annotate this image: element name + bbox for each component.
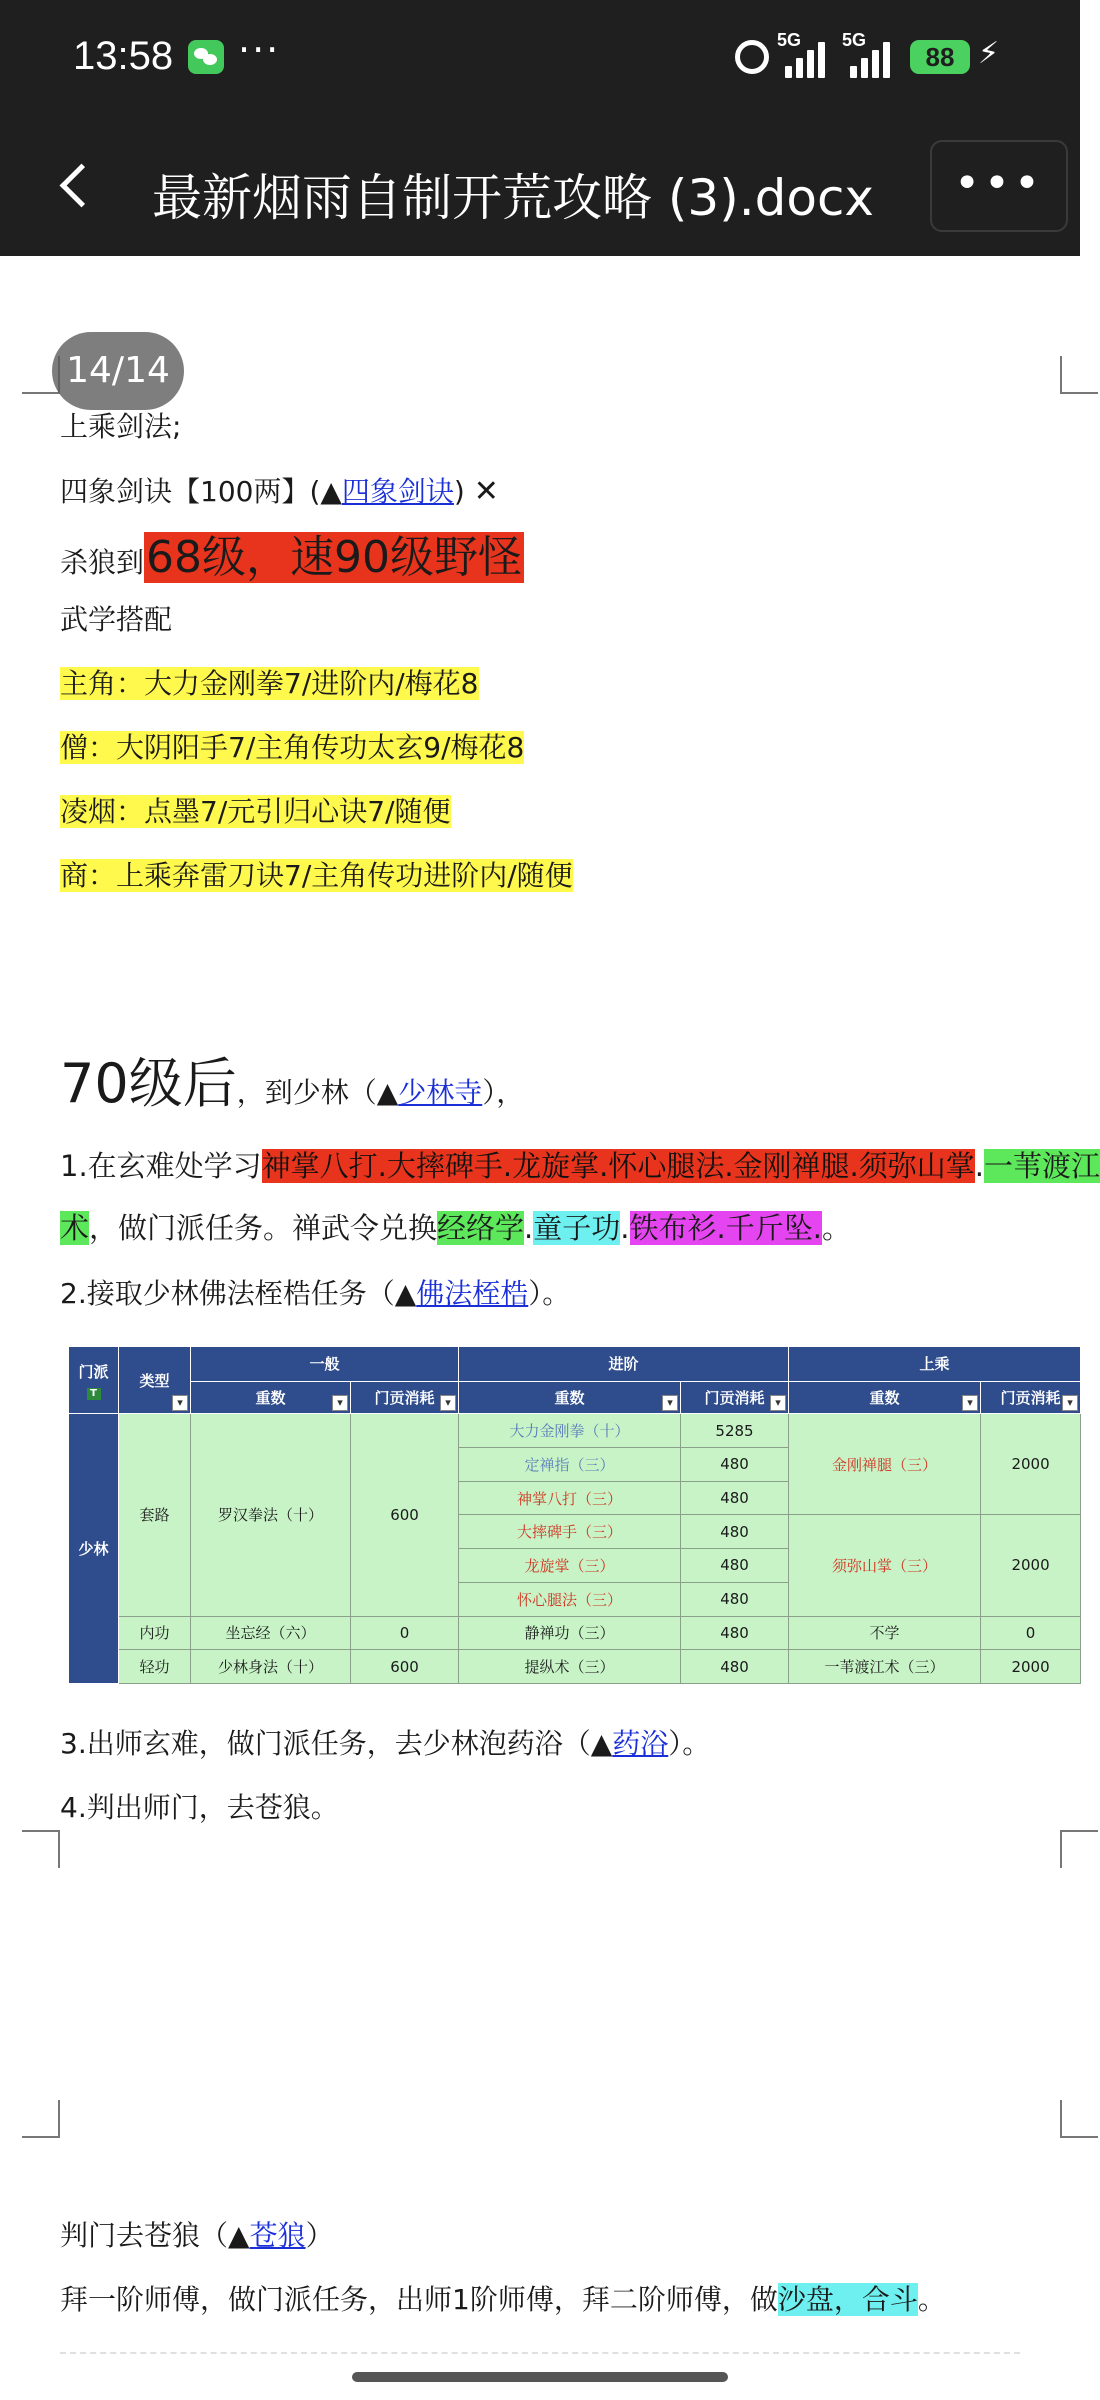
highlight-yellow: 商：上乘奔雷刀诀7/主角传功进阶内/随便: [60, 859, 573, 892]
charging-icon: ⚡: [978, 36, 1000, 71]
highlight-green: 经络学: [437, 1211, 525, 1245]
highlight-green: 一苇渡江: [983, 1149, 1100, 1183]
cell-superior: 金刚禅腿（三）: [789, 1414, 981, 1515]
highlight-yellow: 凌烟：点墨7/元引归心诀7/随便: [60, 795, 451, 828]
header-menpai: 门派 T: [69, 1347, 119, 1414]
highlight-cyan: 童子功: [533, 1211, 621, 1245]
doc-line: 判门去苍狼（▲苍狼）: [60, 2219, 334, 2252]
cell-superior-cost: 2000: [981, 1414, 1081, 1515]
cell-superior-cost: 2000: [981, 1515, 1081, 1616]
header-cost[interactable]: 门贡消耗 ▾: [681, 1381, 789, 1414]
page-corner-mark: [22, 1830, 60, 1868]
highlight-green: 术: [60, 1211, 90, 1245]
cell-sect: 少林: [69, 1414, 119, 1684]
cell-advanced-cost: 480: [681, 1582, 789, 1616]
divider: [60, 2352, 1020, 2354]
doc-line: [60, 792, 451, 832]
highlight-cyan: 沙盘，合斗: [777, 2283, 918, 2316]
cell-superior: 不学: [789, 1616, 981, 1650]
alarm-icon: [735, 40, 769, 74]
shaolin-skill-table: [68, 1346, 1081, 1684]
cell-general: 少林身法（十）: [191, 1650, 351, 1684]
more-notifications-icon: ···: [238, 28, 281, 72]
cell-general-cost: 600: [351, 1650, 459, 1684]
doc-line: 武学搭配: [60, 603, 173, 636]
cell-general: 坐忘经（六）: [191, 1616, 351, 1650]
app-bar: [0, 118, 1080, 256]
doc-line: 4.判出师门，去苍狼。: [60, 1791, 339, 1824]
cell-advanced: 怀心腿法（三）: [459, 1582, 681, 1616]
document-title: 最新烟雨自制开荒攻略 (3).docx: [152, 169, 875, 227]
header-superior: 上乘: [789, 1347, 1081, 1382]
cell-advanced-cost: 480: [681, 1549, 789, 1583]
cell-superior-cost: 2000: [981, 1650, 1081, 1684]
doc-line: 1.在玄难处学习神掌八打.大摔碑手.龙旋掌.怀心腿法.金刚禅腿.须弥山掌.一苇渡江: [60, 1149, 1100, 1183]
page-corner-mark: [1060, 1830, 1098, 1868]
cell-superior: 一苇渡江术（三）: [789, 1650, 981, 1684]
header-cost[interactable]: 门贡消耗 ▾: [351, 1381, 459, 1414]
cell-advanced-cost: 5285: [681, 1414, 789, 1448]
doc-line: [60, 856, 573, 896]
header-advanced: 进阶: [459, 1347, 789, 1382]
cell-advanced: 大摔碑手（三）: [459, 1515, 681, 1549]
cell-advanced-cost: 480: [681, 1448, 789, 1482]
cell-advanced: 提纵术（三）: [459, 1650, 681, 1684]
highlight-red: 神掌八打.大摔碑手.龙旋掌.怀心腿法.金刚禅腿.须弥山掌: [261, 1149, 975, 1183]
home-indicator[interactable]: [352, 2372, 728, 2382]
cell-superior-cost: 0: [981, 1616, 1081, 1650]
cell-advanced-cost: 480: [681, 1616, 789, 1650]
highlight-red: 68级，速90级野怪: [146, 532, 522, 583]
cell-advanced: 定禅指（三）: [459, 1448, 681, 1482]
cell-advanced: 静禅功（三）: [459, 1616, 681, 1650]
status-bar: [0, 0, 1080, 118]
filter-icon[interactable]: T: [87, 1388, 101, 1400]
doc-line: [60, 664, 479, 704]
link-shaolin-temple[interactable]: 少林寺: [398, 1076, 483, 1109]
battery-indicator: 88: [910, 40, 970, 74]
cell-general-cost: 600: [351, 1414, 459, 1616]
page-corner-mark: [1060, 2100, 1098, 2138]
doc-line: 杀狼到68级，速90级野怪: [60, 532, 522, 583]
signal-2-icon: 5G: [842, 30, 912, 78]
header-general: 一般: [191, 1347, 459, 1382]
cell-advanced: 神掌八打（三）: [459, 1481, 681, 1515]
doc-line: 拜一阶师傅，做门派任务，出师1阶师傅，拜二阶师傅，做沙盘，合斗。: [60, 2283, 946, 2316]
header-type[interactable]: 类型 ▾: [119, 1347, 191, 1414]
doc-line: 四象剑诀【100两】(▲四象剑诀) ✕: [60, 474, 499, 509]
cell-superior: 须弥山掌（三）: [789, 1515, 981, 1616]
signal-1-icon: 5G: [777, 30, 847, 78]
more-options-button[interactable]: •••: [930, 140, 1068, 232]
cell-advanced: 龙旋掌（三）: [459, 1549, 681, 1583]
cell-advanced-cost: 480: [681, 1515, 789, 1549]
link-canglang[interactable]: 苍狼: [249, 2219, 306, 2252]
link-yaoyu[interactable]: 药浴: [612, 1727, 669, 1760]
header-zhongshu[interactable]: 重数 ▾: [459, 1381, 681, 1414]
status-time: 13:58: [73, 34, 174, 78]
page-corner-mark: [22, 2100, 60, 2138]
header-zhongshu[interactable]: 重数 ▾: [789, 1381, 981, 1414]
wechat-icon: [188, 40, 224, 74]
doc-heading: 70级后，到少林（▲少林寺），: [60, 1052, 525, 1115]
doc-line: 3.出师玄难，做门派任务，去少林泡药浴（▲药浴）。: [60, 1727, 711, 1760]
highlight-yellow: 僧：大阴阳手7/主角传功太玄9/梅花8: [60, 731, 525, 764]
page-indicator: 14/14: [52, 332, 184, 410]
cell-advanced: 大力金刚拳（十）: [459, 1414, 681, 1448]
cell-type: 套路: [119, 1414, 191, 1616]
back-arrow-icon[interactable]: [52, 158, 108, 214]
cell-general: 罗汉拳法（十）: [191, 1414, 351, 1616]
cell-type: 轻功: [119, 1650, 191, 1684]
cross-icon: ✕: [473, 474, 499, 509]
highlight-magenta: 铁布衫.千斤坠.: [629, 1211, 822, 1245]
doc-line: 术，做门派任务。禅武令兑换经络学.童子功.铁布衫.千斤坠.。: [60, 1211, 851, 1245]
header-cost[interactable]: 门贡消耗 ▾: [981, 1381, 1081, 1414]
doc-line: [60, 728, 524, 768]
cell-advanced-cost: 480: [681, 1650, 789, 1684]
cell-general-cost: 0: [351, 1616, 459, 1650]
header-zhongshu[interactable]: 重数 ▾: [191, 1381, 351, 1414]
link-fofa-zhigu[interactable]: 佛法桎梏: [416, 1277, 529, 1310]
doc-line: 2.接取少林佛法桎梏任务（▲佛法桎梏）。: [60, 1277, 571, 1310]
cell-advanced-cost: 480: [681, 1481, 789, 1515]
cell-type: 内功: [119, 1616, 191, 1650]
link-sixiang-jianjue[interactable]: 四象剑诀: [341, 475, 454, 508]
highlight-yellow: 主角：大力金刚拳7/进阶内/梅花8: [60, 667, 479, 700]
page-corner-mark: [1060, 356, 1098, 394]
doc-line: 上乘剑法;: [60, 410, 182, 443]
